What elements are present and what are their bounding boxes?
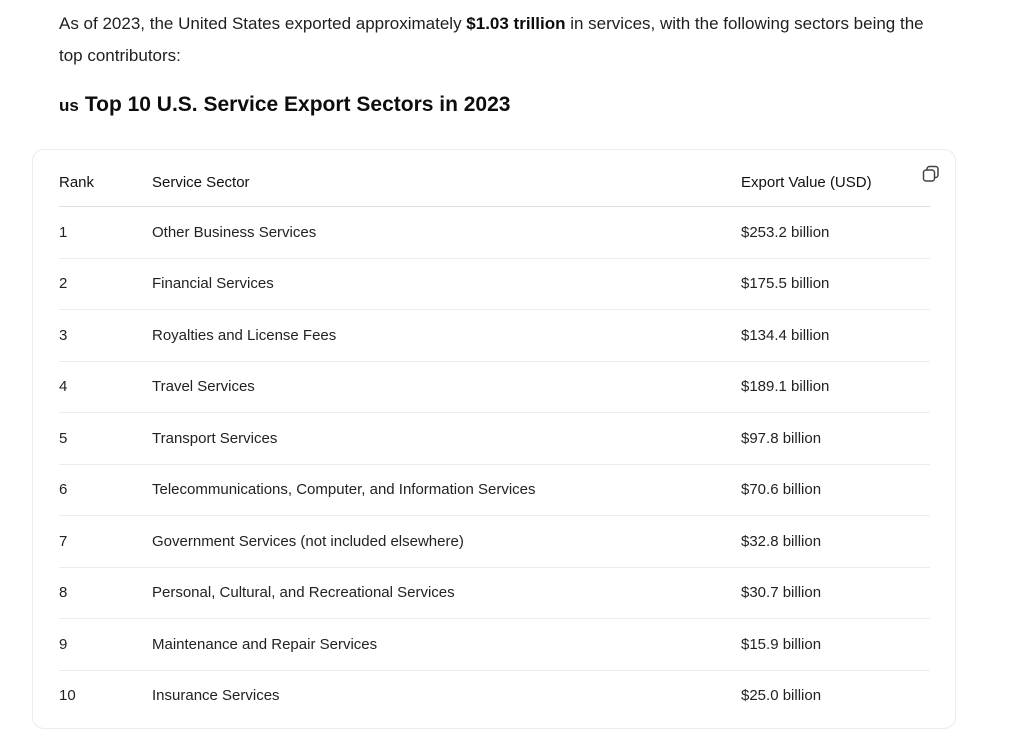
header-rank: Rank xyxy=(59,158,152,207)
cell-rank: 3 xyxy=(59,310,152,362)
cell-rank: 6 xyxy=(59,464,152,516)
table-row xyxy=(59,207,930,259)
cell-sector: Financial Services xyxy=(152,258,741,310)
cell-value: $253.2 billion xyxy=(741,207,930,259)
cell-sector: Travel Services xyxy=(152,361,741,413)
cell-value: $25.0 billion xyxy=(741,687,822,705)
cell-value: $15.9 billion xyxy=(741,619,930,671)
intro-text-after: in services, with the following sectors being the top contributors: xyxy=(59,14,924,65)
cell-value: $30.7 billion xyxy=(741,567,930,619)
cell-rank: 8 xyxy=(59,567,152,619)
table-row xyxy=(59,567,930,619)
cell-rank: 5 xyxy=(59,413,152,465)
cell-sector: Maintenance and Repair Services xyxy=(152,619,741,671)
cell-rank: 1 xyxy=(59,207,152,259)
table-row xyxy=(59,258,930,310)
cell-rank: 4 xyxy=(59,361,152,413)
table-row xyxy=(59,413,930,465)
table-header-row xyxy=(59,158,930,207)
cell-sector: Other Business Services xyxy=(152,207,741,259)
cell-sector: Transport Services xyxy=(152,413,741,465)
cell-sector: Government Services (not included elsewhere) xyxy=(152,516,741,568)
cell-rank: 2 xyxy=(59,258,152,310)
cell-sector: Telecommunications, Computer, and Information Services xyxy=(152,464,741,516)
cell-value: $97.8 billion xyxy=(741,413,930,465)
header-value: Export Value (USD) xyxy=(741,158,930,207)
table-row xyxy=(59,619,930,671)
cell-sector: Personal, Cultural, and Recreational Services xyxy=(152,567,741,619)
cell-value: $70.6 billion xyxy=(741,464,930,516)
cell-rank: 9 xyxy=(59,619,152,671)
cell-rank: 10 xyxy=(59,687,76,705)
cell-sector: Royalties and License Fees xyxy=(152,310,741,362)
cell-sector: Insurance Services xyxy=(152,687,280,705)
intro-bold-value: $1.03 trillion xyxy=(466,14,566,33)
table-row xyxy=(59,516,930,568)
table-row xyxy=(59,464,930,516)
table-row xyxy=(59,361,930,413)
header-sector: Service Sector xyxy=(152,158,741,207)
section-heading-text: Top 10 U.S. Service Export Sectors in 2023 xyxy=(84,93,511,116)
cell-rank: 7 xyxy=(59,516,152,568)
table-row xyxy=(59,670,930,721)
export-sectors-table xyxy=(59,158,930,721)
intro-paragraph xyxy=(59,8,939,72)
cell-value: $32.8 billion xyxy=(741,516,930,568)
cell-value: $175.5 billion xyxy=(741,258,930,310)
table-body xyxy=(59,207,930,722)
section-heading xyxy=(59,90,510,121)
cell-value: $134.4 billion xyxy=(741,310,930,362)
table-row xyxy=(59,310,930,362)
intro-text-before: As of 2023, the United States exported approximately xyxy=(59,14,467,33)
flag-emoji: us xyxy=(59,96,79,115)
table-container xyxy=(32,149,956,729)
cell-value: $189.1 billion xyxy=(741,361,930,413)
